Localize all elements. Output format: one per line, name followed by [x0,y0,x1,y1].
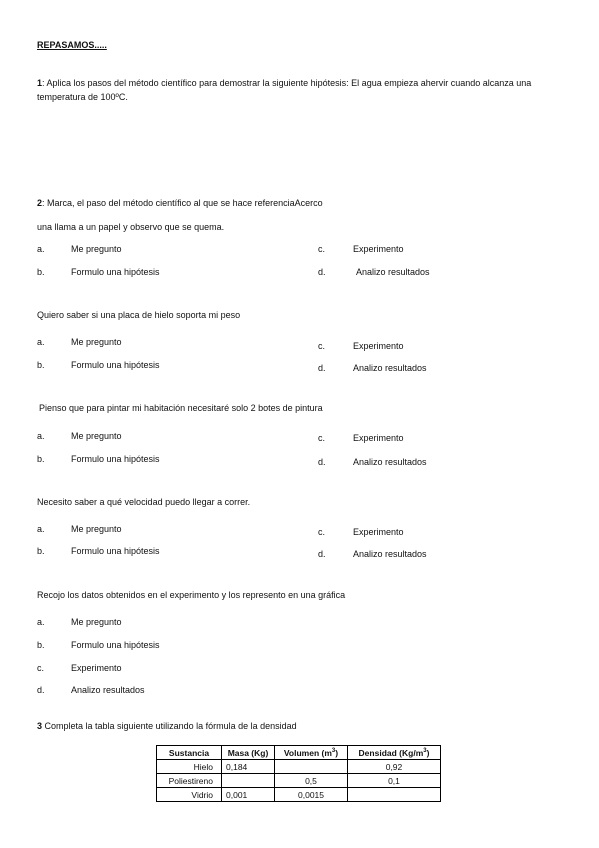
option-d: Analizo resultados [353,363,427,373]
option-c: Experimento [353,244,404,254]
option-letter-c: c. [318,341,326,351]
question-1-text: : Aplica los pasos del método científico para demostrar la siguiente hipótesis: El agua empieza ahervir cuando alcanza una temperatura de 100ºC. [37,78,532,102]
statement-1: una llama a un papel y observo que se quema. [37,222,225,232]
table-row [157,760,441,774]
cell-masa[interactable]: 0,001 [222,788,275,802]
option-letter-d: d. [318,457,326,467]
header-masa: Masa (Kg) [222,746,275,760]
header-densidad: Densidad $(Kg/m^3)$ [348,746,441,760]
option-letter-b: b. [37,640,45,650]
table-header-row [157,746,441,760]
cell-sustancia: Poliestireno [157,774,222,788]
statement-3: Pienso que para pintar mi habitación necesitaré solo 2 botes de pintura [39,403,323,413]
option-letter-d: d. [318,267,326,277]
question-1-number: 1 [37,78,43,88]
option-a: Me pregunto [71,617,122,627]
option-d: Analizo resultados [71,685,145,695]
option-letter-d: d. [318,549,326,559]
cell-masa[interactable] [222,774,275,788]
option-a: Me pregunto [71,524,122,534]
option-letter-b: b. [37,454,45,464]
option-d: Analizo resultados [353,457,427,467]
option-letter-c: c. [318,527,326,537]
option-b: Formulo una hipótesis [71,267,160,277]
cell-volumen[interactable] [275,760,348,774]
statement-5: Recojo los datos obtenidos en el experimento y los represento en una gráfica [37,590,346,600]
statement-4: Necesito saber a qué velocidad puedo llegar a correr. [37,497,251,507]
question-2-number: 2 [37,198,43,208]
option-b: Formulo una hipótesis [71,360,160,370]
page-title: REPASAMOS..... [37,40,107,50]
statement-2: Quiero saber si una placa de hielo soporta mi peso [37,310,241,320]
cell-sustancia: Hielo [157,760,222,774]
option-letter-a: a. [37,617,45,627]
question-3-text: Completa la tabla siguiente utilizando la fórmula de la densidad [42,721,297,731]
option-letter-a: a. [37,431,45,441]
option-letter-d: d. [318,363,326,373]
option-d: Analizo resultados [353,549,427,559]
option-letter-d: d. [37,685,45,695]
header-sustancia: Sustancia [157,746,222,760]
question-2-intro-text: : Marca, el paso del método científico al que se hace referenciaAcerco [42,198,323,208]
option-letter-c: c. [318,244,326,254]
header-volumen: Volumen $(m^3)$ [275,746,348,760]
cell-sustancia: Vidrio [157,788,222,802]
option-letter-b: b. [37,546,45,556]
question-1 [37,76,557,104]
option-b: Formulo una hipótesis [71,640,160,650]
option-letter-b: b. [37,360,45,370]
option-c: Experimento [353,433,404,443]
density-table [156,745,441,802]
option-a: Me pregunto [71,244,122,254]
cell-densidad[interactable] [348,788,441,802]
cell-volumen[interactable]: 0,0015 [275,788,348,802]
question-3-number: 3 [37,721,43,731]
option-c: Experimento [353,341,404,351]
option-d: Analizo resultados [356,267,430,277]
option-a: Me pregunto [71,337,122,347]
question-2-intro [37,198,323,208]
cell-masa[interactable]: 0,184 [222,760,275,774]
cell-volumen[interactable]: 0,5 [275,774,348,788]
option-c: Experimento [353,527,404,537]
option-b: Formulo una hipótesis [71,454,160,464]
table-row [157,788,441,802]
option-b: Formulo una hipótesis [71,546,160,556]
option-letter-a: a. [37,244,45,254]
option-a: Me pregunto [71,431,122,441]
table-row [157,774,441,788]
option-letter-b: b. [37,267,45,277]
cell-densidad[interactable]: 0,1 [348,774,441,788]
cell-densidad[interactable]: 0,92 [348,760,441,774]
question-3 [37,721,297,731]
option-letter-a: a. [37,524,45,534]
option-letter-a: a. [37,337,45,347]
option-letter-c: c. [37,663,45,673]
option-letter-c: c. [318,433,326,443]
option-c: Experimento [71,663,122,673]
